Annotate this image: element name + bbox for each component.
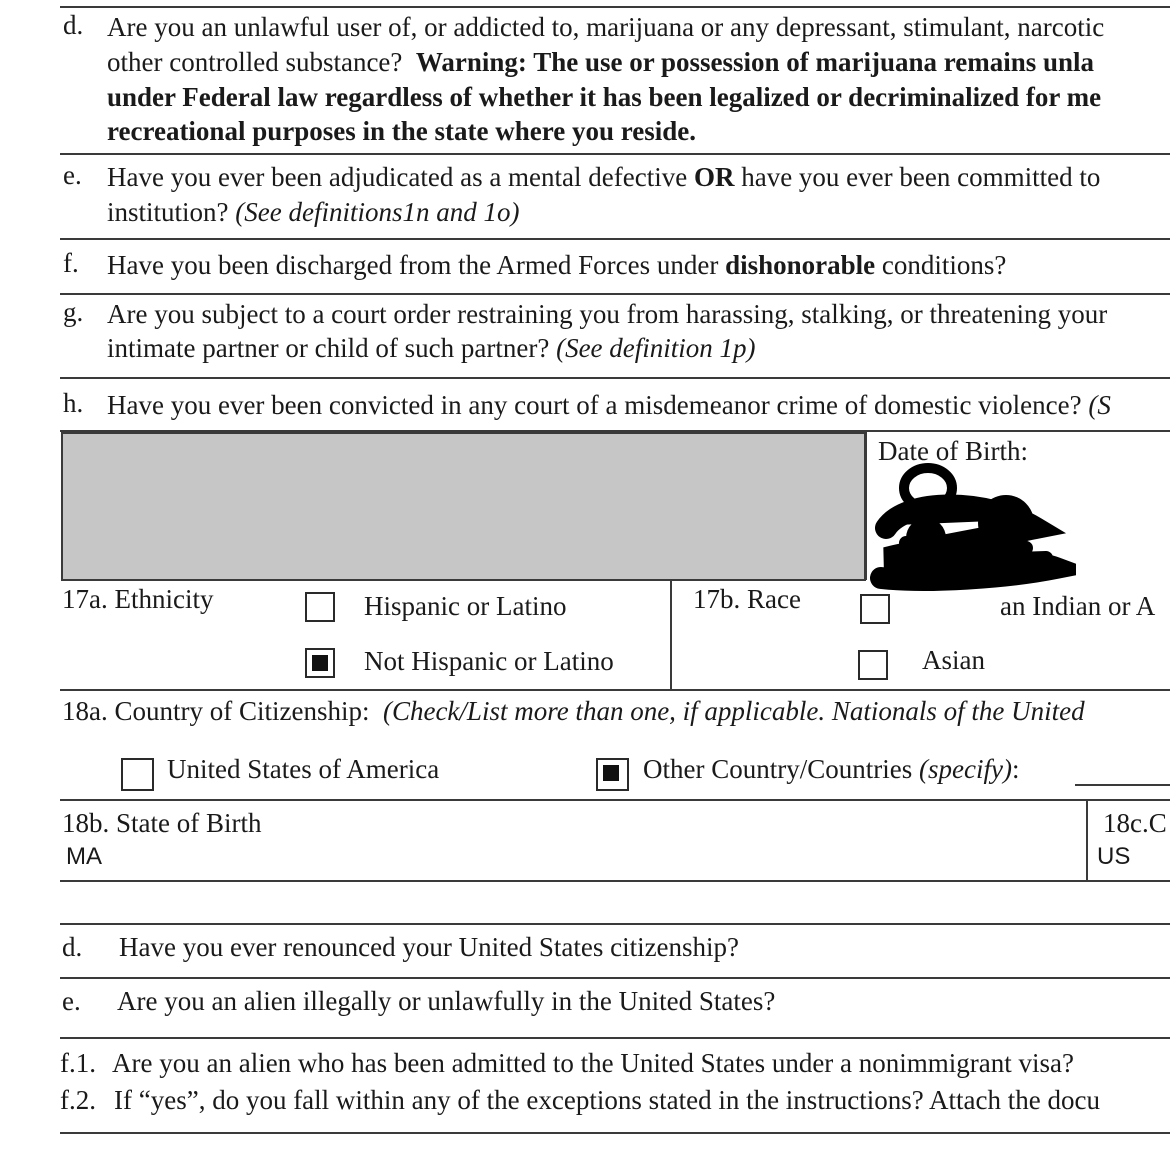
divider: [1086, 800, 1088, 882]
divider: [670, 580, 672, 690]
question-text: Are you an alien illegally or unlawfully in the United States?: [117, 986, 776, 1016]
question-text-line: [107, 45, 1094, 79]
citizenship-usa-checkbox[interactable]: [121, 758, 154, 791]
ethnicity-label: 17a. Ethnicity: [62, 584, 214, 614]
divider: [60, 880, 1170, 882]
question-text: intimate partner or child of such partner?: [107, 333, 550, 363]
warning-text: under Federal law regardless of whether it has been legalized or decriminalized for me: [107, 82, 1102, 112]
question-number: f.1.: [60, 1048, 96, 1078]
citizenship-specify-input[interactable]: [1075, 784, 1170, 786]
question-text-line: [107, 160, 1100, 194]
definition-reference: (S: [1088, 390, 1111, 420]
country-of-birth-value[interactable]: US: [1097, 843, 1131, 870]
dob-label: Date of Birth:: [878, 436, 1028, 466]
divider: [60, 153, 1170, 155]
question-letter: e.: [62, 986, 81, 1016]
divider: [60, 238, 1170, 240]
race-label: 17b. Race: [693, 584, 801, 614]
citizenship-heading: [62, 694, 1085, 728]
divider: [60, 977, 1170, 979]
state-of-birth-label: 18b. State of Birth: [62, 808, 262, 838]
ethnicity-hispanic-checkbox[interactable]: [305, 592, 335, 622]
question-text: Are you subject to a court order restraining you from harassing, stalking, or threatening your: [107, 299, 1108, 329]
emphasis-text: OR: [693, 162, 735, 192]
question-text-line: [107, 195, 519, 229]
question-letter: f.: [63, 248, 79, 278]
definition-reference: (See definitions1n and 1o): [235, 197, 520, 227]
race-option-label: Asian: [922, 645, 985, 675]
question-text: If “yes”, do you fall within any of the exceptions stated in the instructions? Attach the docu: [114, 1085, 1100, 1115]
definition-reference: (See definition 1p): [556, 333, 756, 363]
redacted-field: [61, 432, 866, 581]
question-text: have you ever been committed to: [741, 162, 1101, 192]
citizenship-note: (Check/List more than one, if applicable. Nationals of the United: [382, 696, 1085, 726]
race-option-label: an Indian or A: [1000, 591, 1156, 621]
question-letter: d.: [62, 932, 83, 962]
citizenship-other-line: [643, 754, 1019, 785]
citizenship-specify: (specify): [918, 754, 1012, 784]
state-of-birth-value[interactable]: MA: [66, 843, 102, 870]
divider: [60, 293, 1170, 295]
question-text: Have you ever been convicted in any court of a misdemeanor crime of domestic violence?: [107, 390, 1082, 420]
question-text: Are you an alien who has been admitted to the United States under a nonimmigrant visa?: [112, 1048, 1074, 1078]
race-american-indian-checkbox[interactable]: [860, 594, 890, 624]
divider: [60, 6, 1170, 8]
question-letter: g.: [63, 297, 84, 327]
question-text-line: [107, 248, 1006, 282]
divider: [60, 1037, 1170, 1039]
warning-text: Warning: The use or possession of marijuana remains unla: [415, 47, 1095, 77]
divider: [60, 1132, 1170, 1134]
divider: [60, 377, 1170, 379]
question-letter: e.: [63, 160, 82, 190]
question-text: other controlled substance?: [107, 47, 403, 77]
warning-text: recreational purposes in the state where you reside.: [107, 116, 696, 146]
citizenship-label: 18a. Country of Citizenship:: [62, 696, 370, 726]
question-text: institution?: [107, 197, 229, 227]
citizenship-other-checkbox[interactable]: [596, 758, 629, 791]
question-number: f.2.: [60, 1085, 96, 1115]
question-text-line: [107, 331, 756, 365]
country-of-birth-label: 18c.C: [1103, 808, 1167, 838]
ethnicity-not-hispanic-checkbox[interactable]: [305, 648, 335, 678]
redaction-scribble: [866, 458, 1076, 593]
citizenship-usa-label: United States of America: [167, 754, 440, 784]
question-text-line: [107, 388, 1111, 422]
divider: [60, 799, 1170, 801]
question-text: Have you been discharged from the Armed Forces under: [107, 250, 719, 280]
question-letter: h.: [63, 388, 84, 418]
emphasis-text: dishonorable: [725, 250, 876, 280]
divider: [60, 689, 1170, 691]
ethnicity-option-label: Hispanic or Latino: [364, 591, 567, 621]
question-text: Are you an unlawful user of, or addicted to, marijuana or any depressant, stimulant, narcotic: [107, 12, 1105, 42]
divider: [60, 923, 1170, 925]
question-text: conditions?: [881, 250, 1007, 280]
citizenship-colon: :: [1011, 754, 1020, 784]
citizenship-other-label: Other Country/Countries: [643, 754, 913, 784]
question-text: Have you ever renounced your United States citizenship?: [119, 932, 740, 962]
question-letter: d.: [63, 10, 84, 40]
ethnicity-option-label: Not Hispanic or Latino: [364, 646, 614, 676]
race-asian-checkbox[interactable]: [858, 650, 888, 680]
question-text: Have you ever been adjudicated as a mental defective: [107, 162, 688, 192]
